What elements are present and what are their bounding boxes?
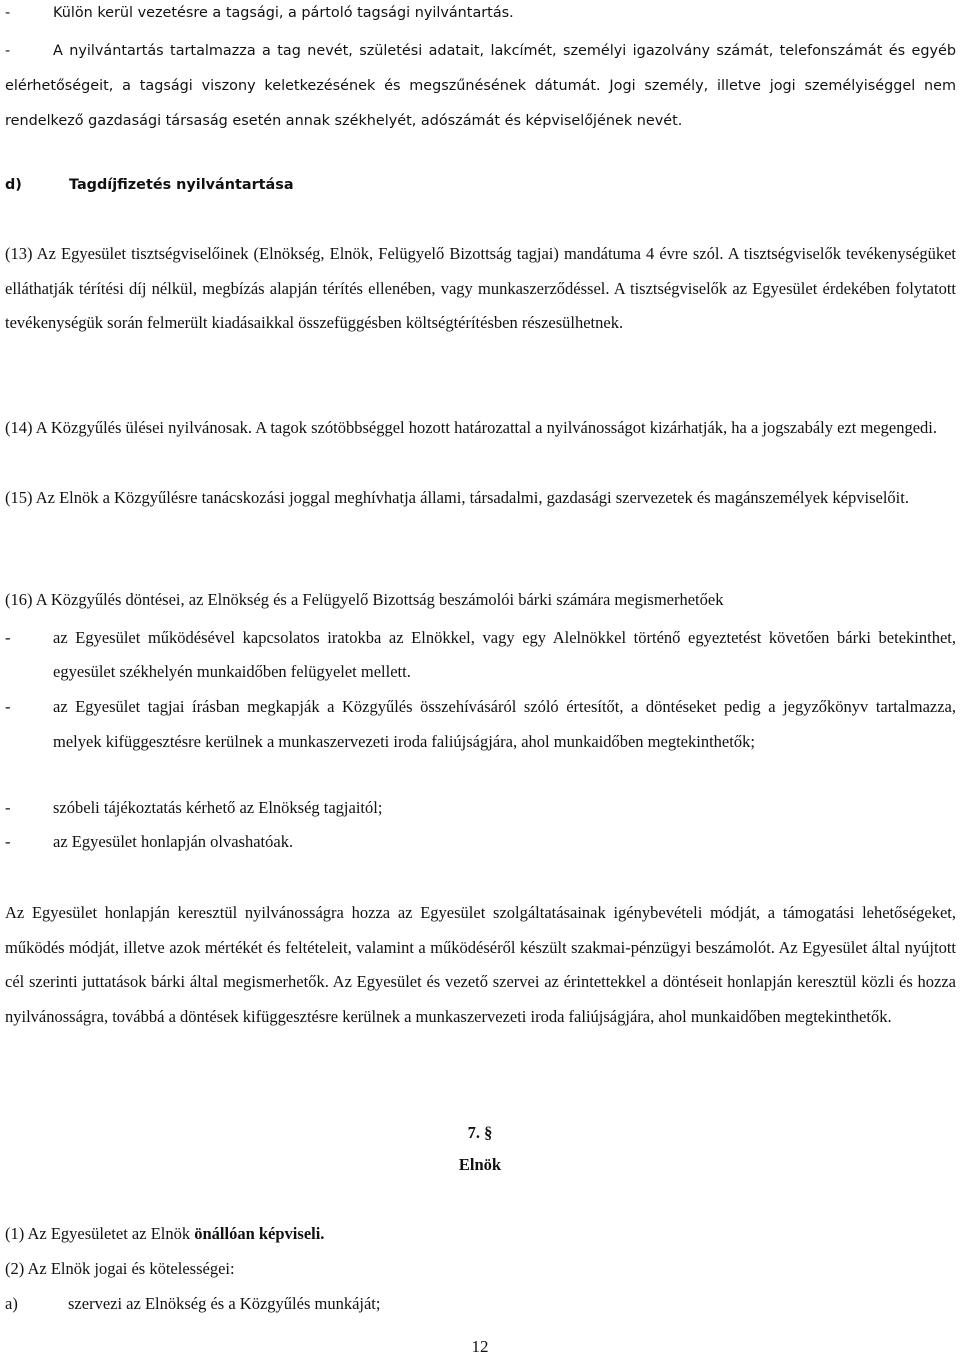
list-marker: - — [5, 628, 11, 647]
section-marker: d) — [5, 177, 22, 193]
list-item — [5, 1291, 956, 1317]
paragraph-honlap: Az Egyesület honlapján keresztül nyilvánosságra hozza az Egyesület szolgáltatásainak igénybevételi módját, a támogatási lehetőségeket, működés módját, illetve azok mértékét és feltételeit, valamint a működéséről készült szakmai-pénzügyi beszámolót. Az Egyesület által nyújtott cél szerinti juttatások bárki által megismerhetők. Az Egyesület és vezető szervei az érintettekkel a döntéseit honlapján keresztül közli és hozza nyilvánosságra, továbbá a döntések kifüggesztésre kerülnek a munkaszervezeti iroda faliújságjára, ahol munkaidőben megtekinthetők. — [5, 903, 956, 1026]
list-marker: - — [5, 5, 11, 21]
list-item — [5, 690, 956, 759]
list-marker: - — [5, 43, 11, 59]
paragraph-16: (16) A Közgyűlés döntései, az Elnökség és a Felügyelő Bizottság beszámolói bárki számára megismerhetőek — [5, 590, 724, 609]
section-title: Elnök — [458, 1155, 502, 1174]
list-marker: - — [5, 697, 11, 716]
paragraph-elnok-1: (1) Az Egyesületet az Elnök önállóan képviseli. — [5, 1224, 325, 1243]
paragraph-14: (14) A Közgyűlés ülései nyilvánosak. A tagok szótöbbséggel hozott határozattal a nyilvánosságot kizárhatják, ha a jogszabály ezt megengedi. — [5, 418, 937, 437]
list-item-text: az Egyesület működésével kapcsolatos iratokba az Elnökkel, vagy egy Alelnökkel történő egyeztetést követően bárki betekinthet, egyesület székhelyén munkaidőben felügyelet mellett. — [53, 628, 956, 681]
bold-phrase: önállóan képviseli. — [194, 1224, 325, 1243]
paragraph-13: (13) Az Egyesület tisztségviselőinek (Elnökség, Elnök, Felügyelő Bizottság tagjai) mandátuma 4 évre szól. A tisztségviselők tevékenységüket elláthatják térítési díj nélkül, megbízás alapján térítés ellenében, vagy munkaszerződéssel. A tisztségviselők az Egyesület érdekében folytatott tevékenységük során felmerült kiadásaikkal összefüggésben költségtérítésben részesülhetnek. — [5, 244, 956, 332]
section-number: 7. § — [467, 1123, 493, 1142]
list-item — [5, 621, 956, 689]
list-item-text: A nyilvántartás tartalmazza a tag nevét, születési adatait, lakcímét, személyi igazolvány számát, telefonszámát és egyéb elérhetőségeit, a tagsági viszony keletkezésének és megszűnésének dátumát. Jogi személy, illetve jogi személyiséggel nem rendelkező gazdasági társaság esetén annak székhelyét, adószámát és képviselőjének nevét. — [5, 43, 956, 129]
list-item-text: Külön kerül vezetésre a tagsági, a pártoló tagsági nyilvántartás. — [53, 5, 514, 21]
paragraph-elnok-2: (2) Az Elnök jogai és kötelességei: — [5, 1259, 235, 1278]
list-item — [5, 34, 956, 139]
page-number: 12 — [471, 1337, 489, 1356]
list-item — [5, 0, 956, 26]
section-title: Tagdíjfizetés nyilvántartása — [69, 177, 294, 193]
list-item-text: szóbeli tájékoztatás kérhető az Elnökség tagjaitól; — [53, 798, 383, 817]
list-item — [5, 795, 956, 821]
list-marker: - — [5, 798, 11, 817]
section-heading-d — [5, 172, 956, 198]
list-marker: - — [5, 832, 11, 851]
list-marker: a) — [5, 1294, 18, 1313]
paragraph-15: (15) Az Elnök a Közgyűlésre tanácskozási joggal meghívhatja állami, társadalmi, gazdasági szervezetek és magánszemélyek képviselőit. — [5, 488, 909, 507]
list-item-text: szervezi az Elnökség és a Közgyűlés munkáját; — [68, 1294, 381, 1313]
list-item — [5, 829, 956, 855]
list-item-text: az Egyesület honlapján olvashatóak. — [53, 832, 294, 851]
list-item-text: az Egyesület tagjai írásban megkapják a Közgyűlés összehívásáról szóló értesítőt, a döntéseket pedig a jegyzőkönyv tartalmazza, melyek kifüggesztésre kerülnek a munkaszervezeti iroda faliújságjára, ahol munkaidőben megtekinthetők; — [53, 697, 956, 751]
